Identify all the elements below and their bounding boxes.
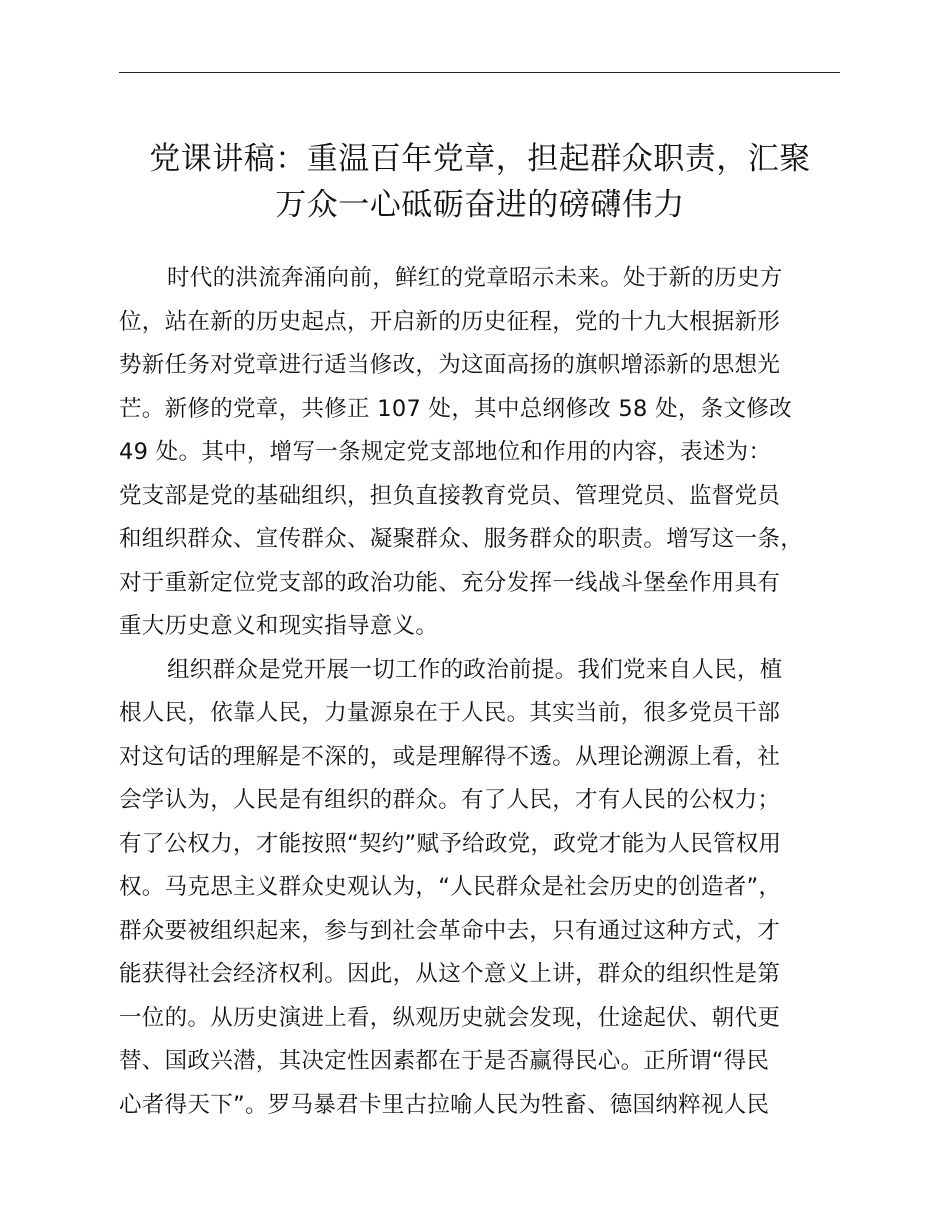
- text-line: 49 处。其中，增写一条规定党支部地位和作用的内容，表述为：: [119, 439, 772, 465]
- paragraph-2: [119, 649, 879, 1128]
- text-line: 党支部是党的基础组织，担负直接教育党员、管理党员、监督党员: [119, 482, 781, 509]
- text-line: 势新任务对党章进行适当修改，为这面高扬的旗帜增添新的思想光: [119, 352, 781, 378]
- text-line: 对于重新定位党支部的政治功能、充分发挥一线战斗堡垒作用具有: [119, 569, 781, 596]
- text-line: 时代的洪流奔涌向前，鲜红的党章昭示未来。处于新的历史方: [167, 265, 783, 291]
- title-line: 万众一心砥砺奋进的磅礴伟力: [275, 187, 685, 223]
- text-line: 和组织群众、宣传群众、凝聚群众、服务群众的职责。增写这一条，: [119, 526, 804, 552]
- text-line: 能获得社会经济权利。因此，从这个意义上讲，群众的组织性是第: [119, 961, 781, 987]
- text-line: 根人民，依靠人民，力量源泉在于人民。其实当前，很多党员干部: [119, 700, 781, 726]
- header-rule: [119, 72, 840, 73]
- text-line: 心者得天下”。罗马暴君卡里古拉喻人民为牲畜、德国纳粹视人民: [119, 1091, 770, 1118]
- text-line: 群众要被组织起来，参与到社会革命中去，只有通过这种方式，才: [119, 917, 781, 944]
- text-line: 权。马克思主义群众史观认为，“人民群众是社会历史的创造者”，: [119, 874, 782, 900]
- text-line: 一位的。从历史演进上看，纵观历史就会发现，仕途起伏、朝代更: [119, 1004, 781, 1031]
- text-line: 有了公权力，才能按照“契约”赋予给政党，政党才能为人民管权用: [119, 830, 782, 857]
- text-line: 替、国政兴潜，其决定性因素都在于是否赢得民心。正所谓“得民: [119, 1048, 770, 1074]
- document-title: [100, 136, 860, 228]
- document-body: [119, 257, 879, 1127]
- text-line: 会学认为，人民是有组织的群众。有了人民，才有人民的公权力；: [119, 787, 781, 813]
- paragraph-1: [119, 257, 879, 649]
- text-line: 位，站在新的历史起点，开启新的历史征程，党的十九大根据新形: [119, 308, 781, 335]
- text-line: 重大历史意义和现实指导意义。: [119, 613, 439, 639]
- text-line: 对这句话的理解是不深的，或是理解得不透。从理论溯源上看，社: [119, 743, 781, 770]
- title-line: 党课讲稿：重温百年党章，担起群众职责，汇聚: [149, 141, 811, 177]
- text-line: 组织群众是党开展一切工作的政治前提。我们党来自人民，植: [167, 656, 783, 683]
- text-line: 芒。新修的党章，共修正 107 处，其中总纲修改 58 处，条文修改: [119, 395, 792, 422]
